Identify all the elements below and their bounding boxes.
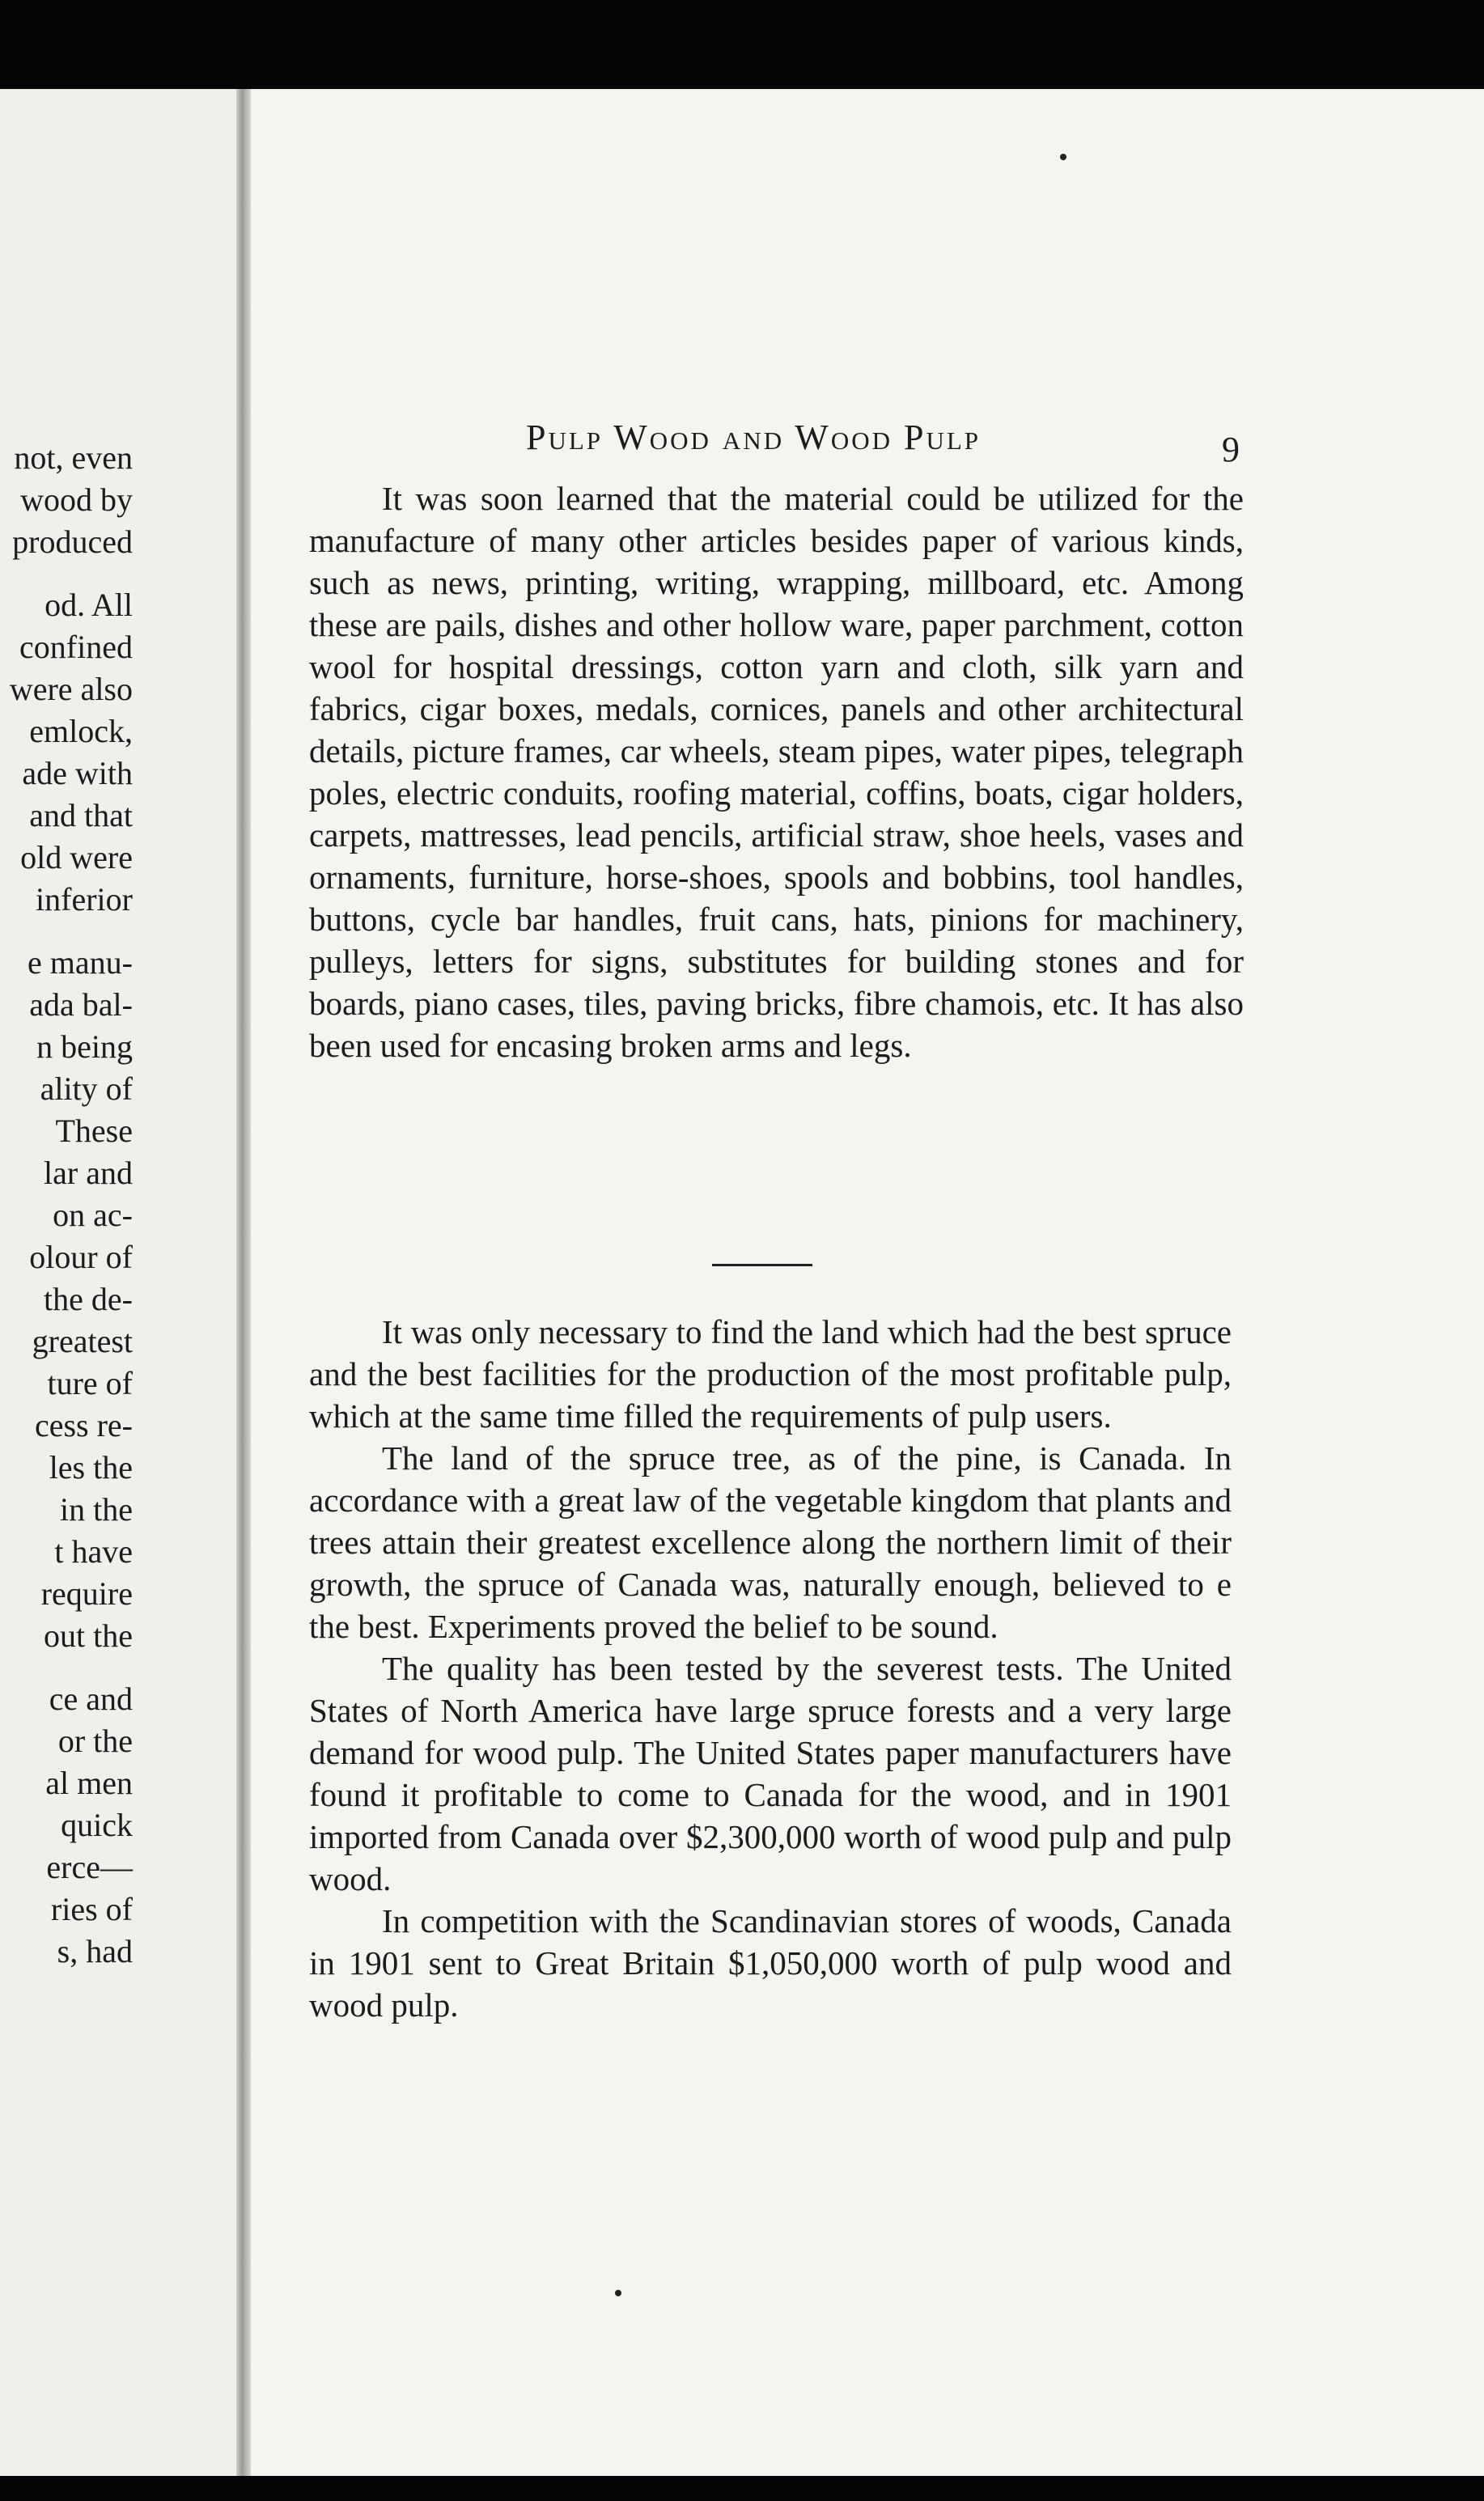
- running-head: Pulp Wood and Wood Pulp: [526, 418, 982, 457]
- left-line: inferior: [36, 881, 133, 918]
- left-page-fragment: [0, 89, 236, 2476]
- left-line: erce—: [46, 1849, 133, 1885]
- page-number: 9: [1222, 430, 1240, 469]
- left-line: greatest: [32, 1323, 133, 1359]
- left-line: al men: [45, 1765, 133, 1801]
- left-line: not, even: [14, 439, 133, 476]
- left-line: produced: [12, 524, 133, 560]
- left-line: ade with: [22, 755, 133, 791]
- left-line: les the: [49, 1449, 133, 1486]
- left-line: ries of: [50, 1891, 133, 1927]
- left-line: s, had: [57, 1933, 133, 1969]
- left-line: ada bal-: [29, 986, 133, 1023]
- left-line: These: [55, 1113, 133, 1149]
- paragraph: The land of the spruce tree, as of the pine, is Canada. In accordance with a great law of the vegetable kingdom that plants and trees attain their greatest excellence along the northern limit of their growth, the spruce of Canada was, naturally enough, believed to e the best. Experiments proved the belief to be sound.: [309, 1439, 1232, 1645]
- paragraph: It was only necessary to find the land which had the best spruce and the best facilities for the production of the most profitable pulp, which at the same time filled the requirements of pulp users.: [309, 1313, 1232, 1435]
- left-line: out the: [44, 1617, 133, 1654]
- paragraph: In competition with the Scandinavian stores of woods, Canada in 1901 sent to Great Britain $1,050,000 worth of pulp wood and wood pulp.: [309, 1902, 1232, 2024]
- left-line: in the: [60, 1491, 133, 1528]
- left-line: quick: [61, 1807, 133, 1843]
- paragraph: The quality has been tested by the severest tests. The United States of North America have large spruce forests and a very large demand for wood pulp. The United States paper manufacturers have found it profitable to come to Canada for the wood, and in 1901 imported from Canada over $2,300,000 worth of wood pulp and pulp wood.: [309, 1650, 1232, 1897]
- left-line: the de-: [44, 1281, 133, 1317]
- book-gutter: [236, 89, 251, 2476]
- left-line: wood by: [20, 481, 133, 518]
- left-line: e manu-: [28, 944, 133, 981]
- left-line: cess re-: [34, 1407, 133, 1443]
- right-page: [251, 89, 1484, 2476]
- left-line: emlock,: [29, 713, 133, 749]
- ink-speck: [615, 2290, 621, 2296]
- left-line: ality of: [40, 1070, 133, 1107]
- left-line: on ac-: [53, 1197, 133, 1233]
- left-line: or the: [57, 1723, 133, 1759]
- left-line: and that: [29, 797, 133, 833]
- left-line: t have: [54, 1533, 133, 1570]
- ink-speck: [1060, 154, 1066, 160]
- left-line: require: [40, 1575, 133, 1612]
- body-section-bottom: [309, 1311, 1232, 2026]
- left-line: old were: [20, 839, 133, 875]
- left-line: lar and: [44, 1155, 133, 1191]
- left-line: ture of: [47, 1365, 133, 1401]
- left-line: od. All: [45, 587, 133, 623]
- left-line: were also: [9, 671, 133, 707]
- left-line: n being: [36, 1028, 133, 1065]
- section-divider: [712, 1264, 812, 1266]
- left-line: confined: [19, 629, 133, 665]
- left-page-text: [0, 437, 133, 1973]
- paragraph: It was soon learned that the material could be utilized for the manufacture of many other articles besides paper of various kinds, such as news, printing, writing, wrapping, millboard, etc. Among these are pails, dishes and other hollow ware, paper parchment, cotton wool for hospital dressings, cotton yarn and cloth, silk yarn and fabrics, cigar boxes, medals, cornices, panels and other architectural details, picture frames, car wheels, steam pipes, water pipes, telegraph poles, electric conduits, roofing material, coffins, boats, cigar holders, carpets, mattresses, lead pencils, artificial straw, shoe heels, vases and ornaments, furniture, horse-shoes, spools and bobbins, tool handles, buttons, cycle bar handles, fruit cans, hats, pinions for machinery, pulleys, letters for signs, substitutes for building stones and for boards, piano cases, tiles, paving bricks, fibre chamois, etc. It has also been used for encasing broken arms and legs.: [309, 480, 1244, 1064]
- left-line: ce and: [49, 1681, 133, 1717]
- body-section-top: [309, 477, 1244, 1066]
- left-line: olour of: [29, 1239, 133, 1275]
